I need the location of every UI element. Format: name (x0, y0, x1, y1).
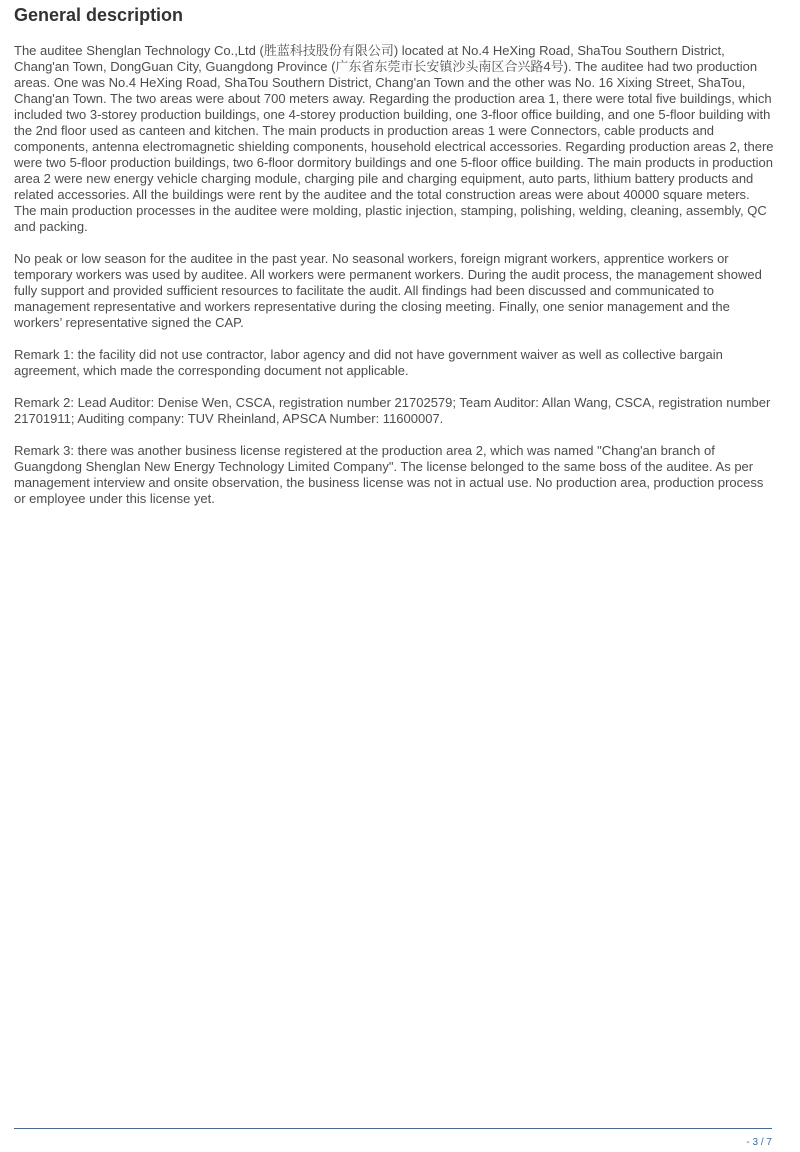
footer-rule (14, 1128, 772, 1129)
paragraph-overview: The auditee Shenglan Technology Co.,Ltd (胜蓝科技股份有限公司) located at No.4 HeXing Road, ShaTou Southern District, Chang'an Town, DongGuan City, Guangdong Province (广东省东莞市长安镇沙头南区合兴路4号). The auditee had two production areas. One was No.4 HeXing Road, ShaTou Southern District, Chang'an Town and the other was No. 16 Xixing Street, ShaTou, Chang'an Town. The two areas were about 700 meters away. Regarding the production area 1, there were total five buildings, which included two 3-storey production buildings, one 4-storey production building, one 3-floor office building, and one 5-floor building with the 2nd floor used as canteen and kitchen. The main products in production areas 1 were Connectors, cable products and components, antenna electromagnetic shielding components, household electrical accessories. Regarding production areas 2, there were two 5-floor production buildings, two 6-floor dormitory buildings and one 5-floor office building. The main products in production area 2 were new energy vehicle charging module, charging pile and charging equipment, auto parts, lithium battery products and related accessories. All the buildings were rent by the auditee and the total construction areas were about 40000 square meters. The main production processes in the auditee were molding, plastic injection, stamping, polishing, welding, cleaning, assembly, QC and packing. (14, 43, 774, 234)
page-number: - 3 / 7 (746, 1137, 772, 1148)
paragraph-remark-3: Remark 3: there was another business license registered at the production area 2, which was named "Chang'an branch of Guangdong Shenglan New Energy Technology Limited Company". The license belonged to the same boss of the auditee. As per management interview and onsite observation, the business license was not in actual use. No production area, production process or employee under this license yet. (14, 443, 764, 506)
document-page (14, 0, 774, 523)
paragraph-workforce: No peak or low season for the auditee in the past year. No seasonal workers, foreign migrant workers, apprentice workers or temporary workers was used by auditee. All workers were permanent workers. During the audit process, the management showed fully support and provided sufficient resources to facilitate the audit. All findings had been discussed and communicated to management representative and workers representative during the closing meeting. Finally, one senior management and the workers’ representative signed the CAP. (14, 251, 762, 330)
section-body (14, 43, 774, 507)
paragraph-remark-1: Remark 1: the facility did not use contractor, labor agency and did not have government waiver as well as collective bargain agreement, which made the corresponding document not applicable. (14, 347, 723, 378)
section-title: General description (14, 5, 184, 25)
paragraph-remark-2: Remark 2: Lead Auditor: Denise Wen, CSCA, registration number 21702579; Team Auditor: Allan Wang, CSCA, registration number 21701911; Auditing company: TUV Rheinland, APSCA Number: 11600007. (14, 395, 771, 426)
